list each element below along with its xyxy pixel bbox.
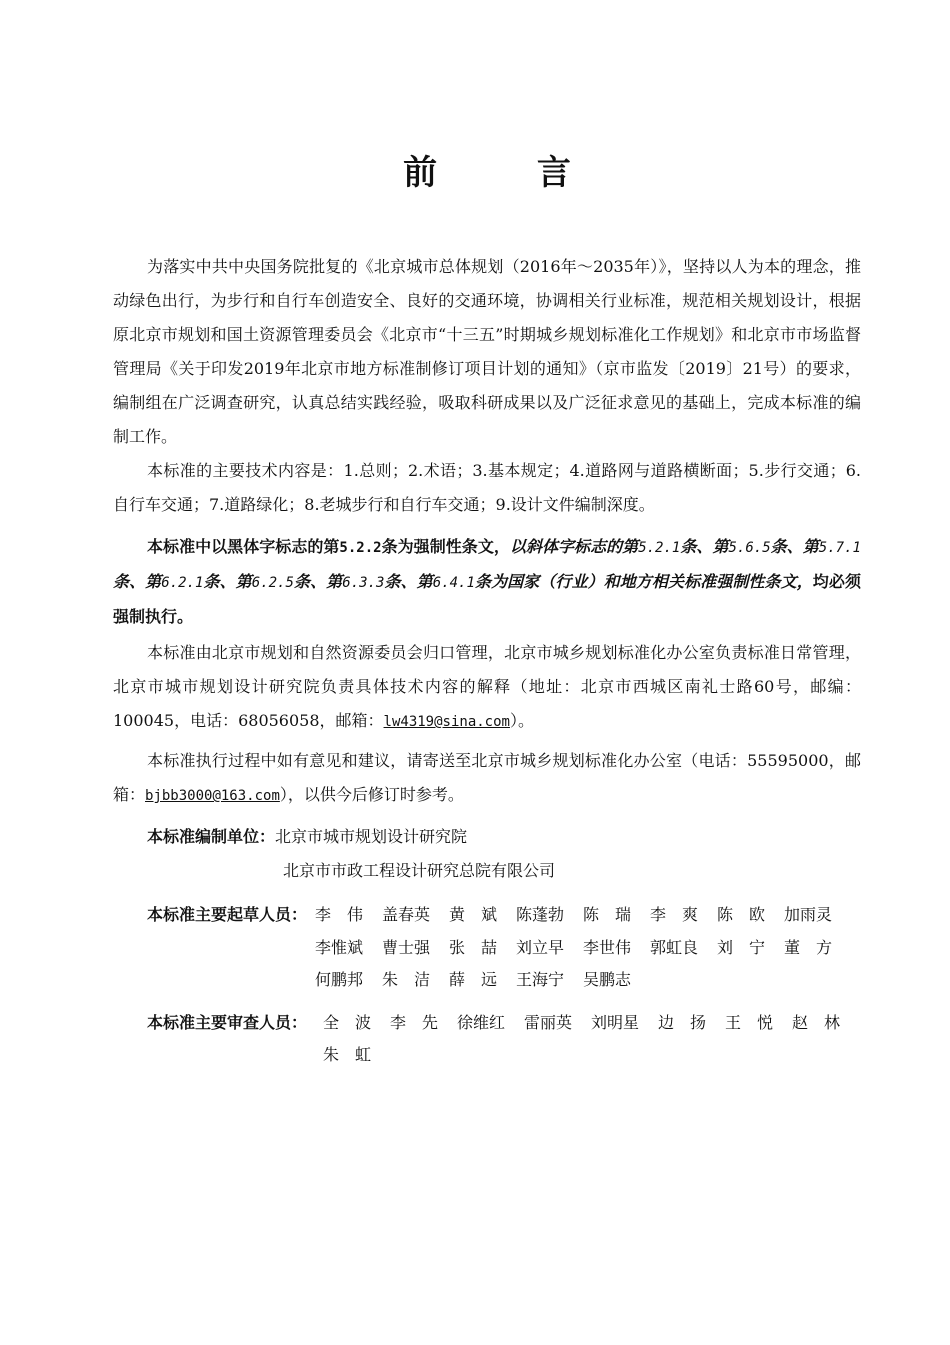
units-label: 本标准编制单位： xyxy=(147,827,276,846)
unit-name: 北京市城市规划设计研究院 xyxy=(275,827,468,846)
mandatory-text: 条为国家（行业）和地方相关标准强制性条文， xyxy=(474,572,813,591)
mandatory-text: 本标准中以黑体字标志的第 xyxy=(147,537,340,556)
reviewers-label-row xyxy=(147,1006,307,1040)
email-link[interactable]: bjbb3000@163.com xyxy=(145,788,280,804)
person-name: 陈 欧 xyxy=(717,905,766,924)
drafters-row-1 xyxy=(315,899,851,931)
person-name: 李世伟 xyxy=(583,938,632,957)
person-name: 何鹏邦 xyxy=(315,970,364,989)
person-name: 刘明星 xyxy=(591,1013,640,1032)
person-name: 赵 林 xyxy=(792,1013,841,1032)
management-text-end: ）。 xyxy=(509,711,534,730)
management-text: 本标准由北京市规划和自然资源委员会归口管理，北京市城乡规划标准化办公室负责标准日常管理，北京市城市规划设计研究院负责具体技术内容的解释（地址：北京市西城区南礼士路60号，邮编：100045，电话：68056058，邮箱： xyxy=(113,643,861,730)
person-name: 朱 虹 xyxy=(323,1045,372,1064)
person-name: 王海宁 xyxy=(516,970,565,989)
person-name: 吴鹏志 xyxy=(583,970,632,989)
person-name: 盖春英 xyxy=(382,905,431,924)
person-name: 李 爽 xyxy=(650,905,699,924)
person-name: 全 波 xyxy=(323,1013,372,1032)
person-name: 陈蓬勃 xyxy=(516,905,565,924)
clause-number: 5.2.1 xyxy=(638,540,681,556)
clause-number: 5.2.2 xyxy=(339,540,382,556)
reviewers-row-2 xyxy=(323,1039,390,1071)
clause-number: 5.6.5 xyxy=(728,540,771,556)
reviewers-row-1 xyxy=(323,1007,859,1039)
clause-number: 6.3.3 xyxy=(342,575,385,591)
person-name: 朱 洁 xyxy=(382,970,431,989)
person-name: 李惟斌 xyxy=(315,938,364,957)
mandatory-text: 条、第 xyxy=(770,537,819,556)
person-name: 李 先 xyxy=(390,1013,439,1032)
paragraph-mandatory-clauses xyxy=(113,530,861,634)
compiling-units xyxy=(147,820,467,854)
person-name: 董 方 xyxy=(784,938,833,957)
mandatory-text: 以斜体字标志的第 xyxy=(509,537,639,556)
person-name: 郭虹良 xyxy=(650,938,699,957)
drafters-row-3 xyxy=(315,964,650,996)
paragraph-contents: 本标准的主要技术内容是：1.总则；2.术语；3.基本规定；4.道路网与道路横断面；5.步行交通；6.自行车交通；7.道路绿化；8.老城步行和自行车交通；9.设计文件编制深度。 xyxy=(113,461,861,514)
feedback-text-end: ），以供今后修订时参考。 xyxy=(279,785,464,804)
compiling-units-second xyxy=(283,854,555,888)
person-name: 刘立早 xyxy=(516,938,565,957)
clause-number: 6.2.5 xyxy=(251,575,294,591)
drafters-label: 本标准主要起草人员： xyxy=(147,905,308,924)
feedback-text: 本标准执行过程中如有意见和建议，请寄送至北京市城乡规划标准化办公室（电话：55595000，邮箱： xyxy=(113,751,861,804)
person-name: 王 悦 xyxy=(725,1013,774,1032)
page-title: 前 言 xyxy=(403,153,615,193)
clause-number: 6.2.1 xyxy=(161,575,204,591)
person-name: 加雨灵 xyxy=(784,905,833,924)
drafters-label-row xyxy=(147,898,307,932)
email-link[interactable]: lw4319@sina.com xyxy=(383,714,510,730)
mandatory-text: 条、第 xyxy=(384,572,433,591)
clause-number: 5.7.1 xyxy=(818,540,861,556)
person-name: 张 喆 xyxy=(449,938,498,957)
drafters-row-2 xyxy=(315,932,851,964)
person-name: 李 伟 xyxy=(315,905,364,924)
mandatory-text: 条、第 xyxy=(203,572,252,591)
mandatory-text: 条、第 xyxy=(680,537,729,556)
person-name: 徐维红 xyxy=(457,1013,506,1032)
person-name: 曹士强 xyxy=(382,938,431,957)
person-name: 黄 斌 xyxy=(449,905,498,924)
person-name: 雷丽英 xyxy=(524,1013,573,1032)
person-name: 陈 瑞 xyxy=(583,905,632,924)
mandatory-text: 条、第 xyxy=(113,572,162,591)
person-name: 边 扬 xyxy=(658,1013,707,1032)
paragraph-feedback xyxy=(113,744,861,813)
mandatory-text: 条为强制性条文， xyxy=(381,537,510,556)
paragraph-background: 为落实中共中央国务院批复的《北京城市总体规划（2016年～2035年）》，坚持以人为本的理念，推动绿色出行，为步行和自行车创造安全、良好的交通环境，协调相关行业标准，规范相关规划设计，根据原北京市规划和国土资源管理委员会《北京市“十三五”时期城乡规划标准化工作规划》和北京市市场监督管理局《关于印发2019年北京市地方标准制修订项目计划的通知》（京市监发〔2019〕21号）的要求，编制组在广泛调查研究，认真总结实践经验，吸取科研成果以及广泛征求意见的基础上，完成本标准的编制工作。 xyxy=(113,257,861,446)
mandatory-text: 均必须强制执行。 xyxy=(113,572,861,626)
reviewers-label: 本标准主要审查人员： xyxy=(147,1013,308,1032)
person-name: 刘 宁 xyxy=(717,938,766,957)
unit-name: 北京市市政工程设计研究总院有限公司 xyxy=(283,861,556,880)
person-name: 薛 远 xyxy=(449,970,498,989)
mandatory-text: 条、第 xyxy=(293,572,343,591)
clause-number: 6.4.1 xyxy=(432,575,475,591)
paragraph-management xyxy=(113,636,861,739)
